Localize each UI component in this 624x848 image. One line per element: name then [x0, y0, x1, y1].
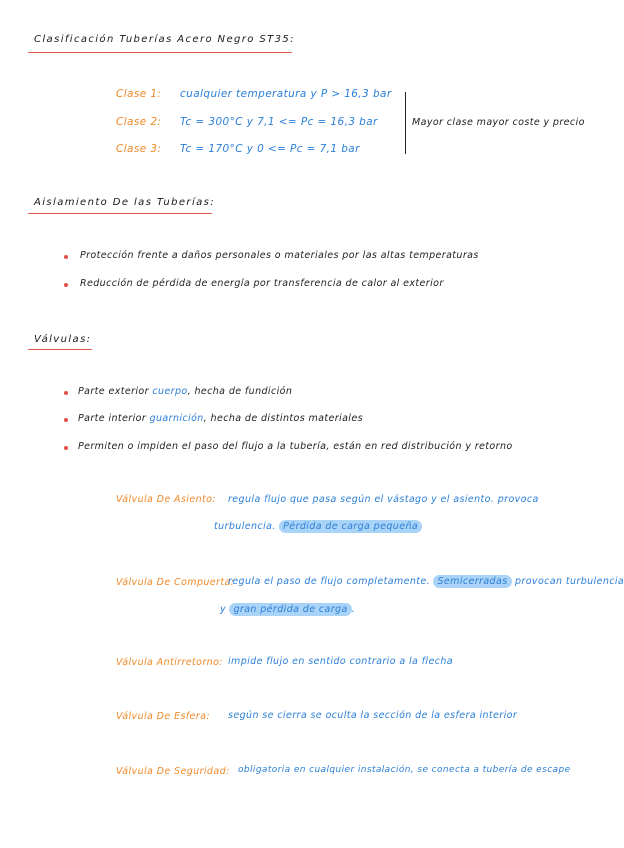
aislamiento-item-2: Reducción de pérdida de energía por transferencia de calor al exterior: [80, 278, 444, 289]
valvula-esfera-text: según se cierra se oculta la sección de la esfera interior: [228, 710, 518, 721]
valvula-asiento-label: Válvula De Asiento:: [116, 494, 216, 505]
valvula-compuerta-line2: [220, 604, 355, 615]
valvula-compuerta-line1-rest: provocan turbulencia: [514, 576, 624, 587]
bracket-line: [405, 92, 406, 154]
bullet-dot: [64, 255, 68, 259]
valvulas-item-2-text: Parte interior: [78, 413, 147, 424]
valvulas-item-1-keyword: cuerpo: [152, 386, 188, 397]
valvula-compuerta-label: Válvula De Compuerta:: [116, 577, 235, 588]
bullet-dot: [64, 446, 68, 450]
valvula-seguridad-label: Válvula De Seguridad:: [116, 766, 230, 777]
section-title-aislamiento: Aislamiento De las Tuberías:: [34, 197, 216, 208]
section-title-valvulas: Válvulas:: [34, 334, 92, 345]
clases-note: Mayor clase mayor coste y precio: [412, 117, 585, 128]
title-underline: [28, 213, 212, 214]
valvula-antirretorno-label: Válvula Antirretorno:: [116, 657, 223, 668]
valvula-asiento-line2: [214, 521, 422, 532]
valvulas-item-2-rest: , hecha de distintos materiales: [203, 413, 363, 424]
bullet-dot: [64, 283, 68, 287]
valvula-compuerta-line2-text: y: [220, 604, 227, 615]
valvula-asiento-line2-text: turbulencia.: [214, 521, 276, 532]
title-underline: [28, 52, 292, 53]
valvula-esfera-label: Válvula De Esfera:: [116, 711, 210, 722]
valvula-antirretorno-text: impide flujo en sentido contrario a la flecha: [228, 656, 453, 667]
valvula-compuerta-marked-2: gran pérdida de carga: [229, 603, 351, 616]
clase-2-label: Clase 2:: [116, 116, 162, 128]
valvula-asiento-text: regula flujo que pasa según el vástago y el asiento. provoca: [228, 494, 539, 505]
valvulas-item-1-rest: , hecha de fundición: [187, 386, 293, 397]
valvula-compuerta-marked-1: Semicerradas: [433, 575, 511, 588]
aislamiento-item-1: Protección frente a daños personales o materiales por las altas temperaturas: [80, 250, 479, 261]
bullet-dot: [64, 391, 68, 395]
bullet-dot: [64, 418, 68, 422]
valvula-compuerta-text: [228, 576, 624, 587]
valvula-compuerta-line2-rest: .: [351, 604, 356, 615]
clase-3-text: Tc = 170°C y 0 <= Pc = 7,1 bar: [180, 143, 360, 155]
valvulas-item-2: [78, 413, 363, 424]
title-underline: [28, 349, 92, 350]
clase-3-label: Clase 3:: [116, 143, 162, 155]
valvula-seguridad-text: obligatoria en cualquier instalación, se conecta a tubería de escape: [238, 765, 571, 775]
valvulas-item-1: [78, 386, 292, 397]
valvula-asiento-marked: Pérdida de carga pequeña: [279, 520, 422, 533]
valvulas-item-3: Permiten o impiden el paso del flujo a la tubería, están en red distribución y retorno: [78, 441, 513, 452]
valvulas-item-2-keyword: guarnición: [149, 413, 204, 424]
section-title-clasificacion: Clasificación Tuberías Acero Negro ST35:: [34, 34, 295, 45]
clase-1-label: Clase 1:: [116, 88, 162, 100]
valvula-compuerta-line1-text: regula el paso de flujo completamente.: [228, 576, 431, 587]
valvulas-item-1-text: Parte exterior: [78, 386, 149, 397]
clase-1-text: cualquier temperatura y P > 16,3 bar: [180, 88, 392, 100]
clase-2-text: Tc = 300°C y 7,1 <= Pc = 16,3 bar: [180, 116, 378, 128]
